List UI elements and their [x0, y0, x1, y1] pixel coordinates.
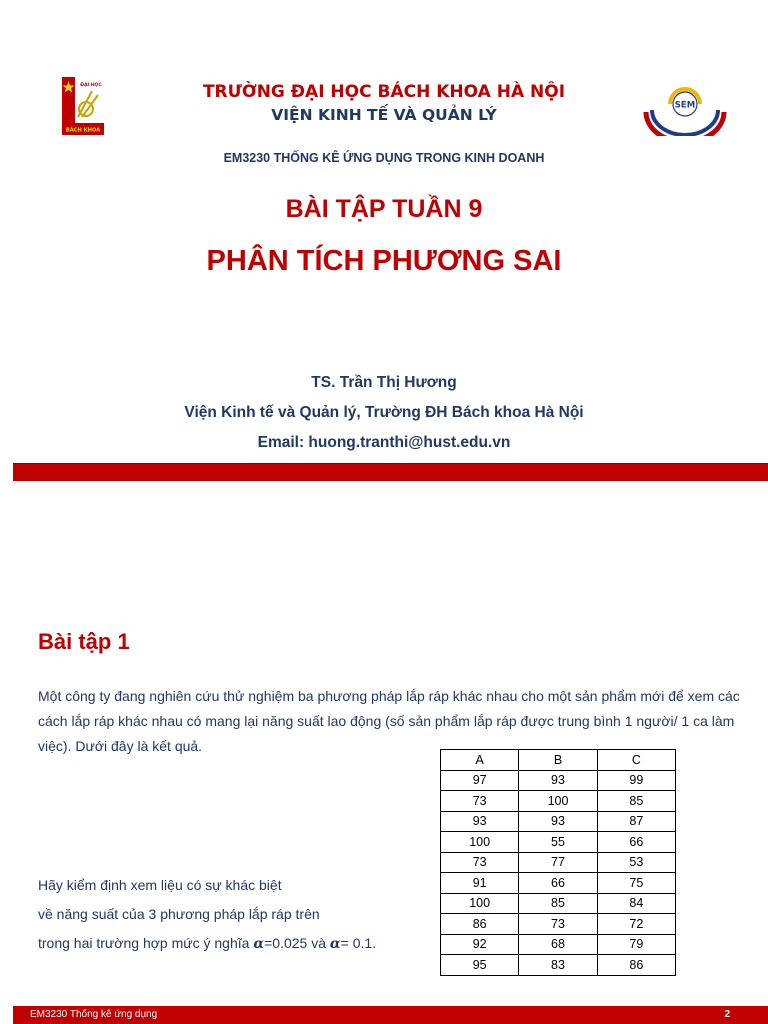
alpha-symbol-1: α — [253, 936, 265, 952]
table-row — [441, 770, 676, 791]
topic-title: PHÂN TÍCH PHƯƠNG SAI — [206, 245, 562, 277]
exercise-title: Bài tập 1 — [38, 629, 130, 654]
table-cell: 84 — [597, 893, 675, 914]
question-line-2: về năng suất của 3 phương pháp lắp ráp trên — [38, 906, 320, 922]
author-email: Email: huong.tranthi@hust.edu.vn — [257, 434, 511, 451]
table-row — [441, 955, 676, 976]
divider-bar — [13, 463, 768, 481]
table-row — [441, 852, 676, 873]
table-cell: 86 — [441, 914, 519, 935]
table-cell: 92 — [441, 934, 519, 955]
table-cell: 93 — [519, 811, 597, 832]
footer-text: EM3230 Thống kê ứng dụng — [30, 1009, 158, 1020]
university-name: TRƯỜNG ĐẠI HỌC BÁCH KHOA HÀ NỘI — [202, 82, 566, 102]
table-cell: 79 — [597, 934, 675, 955]
logo-text-bottom: BÁCH KHOA — [65, 127, 101, 134]
question-line-3 — [38, 935, 376, 952]
table-cell: 75 — [597, 873, 675, 894]
table-cell: 97 — [441, 770, 519, 791]
table-cell: 99 — [597, 770, 675, 791]
table-row — [441, 914, 676, 935]
table-row — [441, 811, 676, 832]
table-cell: 68 — [519, 934, 597, 955]
question-line-3c: = 0.1. — [340, 935, 377, 951]
sem-logo-text: SEM — [674, 100, 696, 111]
table-cell: 93 — [519, 770, 597, 791]
course-name: EM3230 THỐNG KÊ ỨNG DỤNG TRONG KINH DOANH — [223, 151, 545, 165]
table-row — [441, 791, 676, 812]
logo-text-top: ĐẠI HỌC — [80, 83, 102, 88]
table-cell: 66 — [519, 873, 597, 894]
table-cell: 86 — [597, 955, 675, 976]
table-cell: 66 — [597, 832, 675, 853]
page-number: 2 — [724, 1009, 730, 1020]
table-cell: 87 — [597, 811, 675, 832]
alpha-symbol-2: α — [329, 936, 341, 952]
week-title: BÀI TẬP TUẦN 9 — [285, 195, 483, 223]
table-row — [441, 934, 676, 955]
table-cell: 100 — [519, 791, 597, 812]
author-affiliation: Viện Kinh tế và Quản lý, Trường ĐH Bách khoa Hà Nội — [184, 404, 584, 421]
question-line-1: Hãy kiểm định xem liệu có sự khác biệt — [38, 877, 282, 893]
author-name: TS. Trần Thị Hương — [311, 374, 457, 391]
table-cell: 100 — [441, 893, 519, 914]
table-cell: 95 — [441, 955, 519, 976]
institute-name: VIỆN KINH TẾ VÀ QUẢN LÝ — [271, 106, 497, 124]
table-row — [441, 832, 676, 853]
table-row — [441, 873, 676, 894]
table-header-row — [441, 750, 676, 771]
question-line-3a: trong hai trường hợp mức ý nghĩa — [38, 935, 254, 951]
table-header-cell: A — [441, 750, 519, 771]
table-row — [441, 893, 676, 914]
table-cell: 55 — [519, 832, 597, 853]
table-cell: 73 — [519, 914, 597, 935]
table-cell: 91 — [441, 873, 519, 894]
exercise-description: Một công ty đang nghiên cứu thử nghiệm ba phương pháp lắp ráp khác nhau cho một sản phẩm mới để xem các cách lắp ráp khác nhau có mang lại năng suất lao động (số sản phẩm lắp ráp được trung bình 1 người/ 1 ca làm việc). Dưới đây là kết quả. — [38, 688, 740, 754]
table-cell: 77 — [519, 852, 597, 873]
table-cell: 73 — [441, 852, 519, 873]
question-line-3b: =0.025 và — [264, 935, 330, 951]
table-cell: 85 — [519, 893, 597, 914]
table-cell: 73 — [441, 791, 519, 812]
table-cell: 53 — [597, 852, 675, 873]
table-cell: 85 — [597, 791, 675, 812]
data-table — [440, 749, 676, 976]
footer-bar — [13, 1006, 768, 1024]
table-header-cell: C — [597, 750, 675, 771]
table-cell: 100 — [441, 832, 519, 853]
table-cell: 72 — [597, 914, 675, 935]
table-header-cell: B — [519, 750, 597, 771]
table-cell: 83 — [519, 955, 597, 976]
table-cell: 93 — [441, 811, 519, 832]
